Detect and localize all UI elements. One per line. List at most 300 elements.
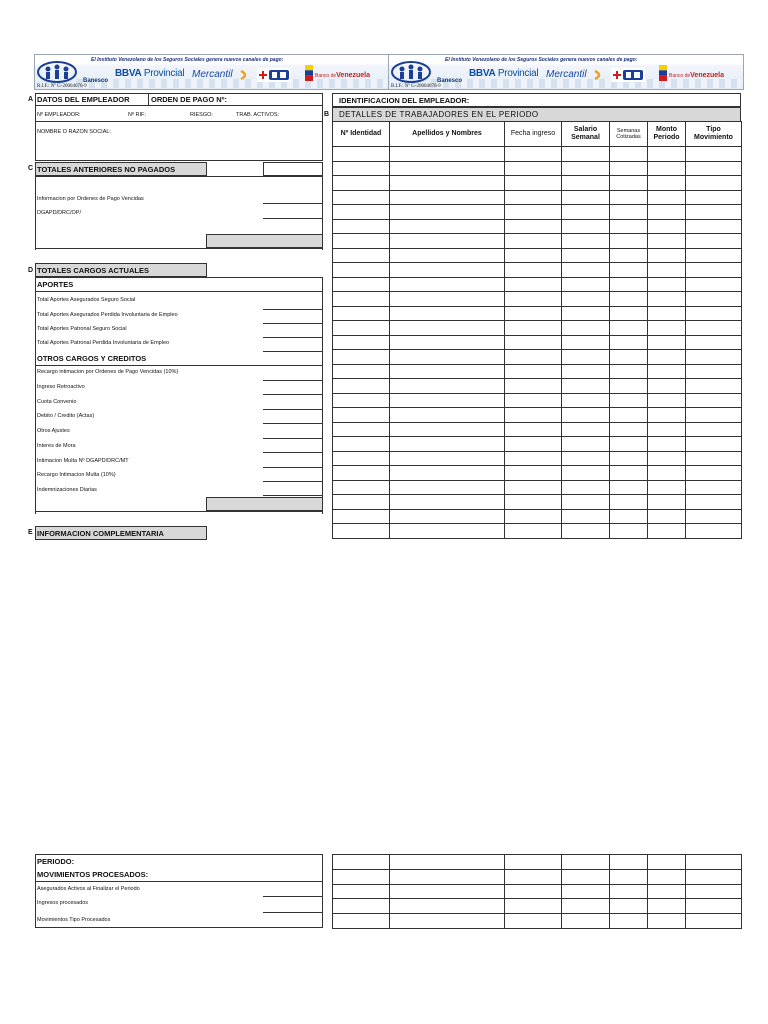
table-row bbox=[333, 884, 742, 899]
table-cell[interactable] bbox=[610, 263, 648, 278]
table-cell[interactable] bbox=[333, 509, 390, 524]
table-cell[interactable] bbox=[562, 350, 610, 365]
table-cell[interactable] bbox=[390, 855, 505, 870]
table-cell[interactable] bbox=[562, 480, 610, 495]
table-row bbox=[333, 855, 742, 870]
table-cell[interactable] bbox=[686, 176, 742, 191]
table-cell[interactable] bbox=[505, 869, 562, 884]
section-c-left-border bbox=[35, 176, 36, 250]
table-cell[interactable] bbox=[333, 234, 390, 249]
table-cell[interactable] bbox=[562, 205, 610, 220]
mercantil-swoosh-icon bbox=[593, 69, 605, 81]
table-cell[interactable] bbox=[505, 147, 562, 162]
table-cell[interactable] bbox=[562, 466, 610, 481]
table-cell[interactable] bbox=[686, 899, 742, 914]
table-cell[interactable] bbox=[562, 219, 610, 234]
table-cell[interactable] bbox=[562, 437, 610, 452]
table-cell[interactable] bbox=[610, 161, 648, 176]
table-cell[interactable] bbox=[686, 306, 742, 321]
table-cell[interactable] bbox=[505, 306, 562, 321]
table-cell[interactable] bbox=[686, 437, 742, 452]
other-charges-value-line bbox=[263, 380, 322, 381]
table-cell[interactable] bbox=[648, 914, 686, 929]
table-cell[interactable] bbox=[562, 408, 610, 423]
table-cell[interactable] bbox=[610, 350, 648, 365]
table-cell[interactable] bbox=[562, 393, 610, 408]
table-cell[interactable] bbox=[610, 899, 648, 914]
table-cell[interactable] bbox=[648, 292, 686, 307]
table-cell[interactable] bbox=[610, 379, 648, 394]
col-monto: Monto Periodo bbox=[648, 122, 686, 147]
table-cell[interactable] bbox=[562, 869, 610, 884]
other-charges-item: Recargo Intimacion Multa (10%) bbox=[37, 472, 116, 478]
venezuela-flag-icon bbox=[305, 65, 313, 81]
table-cell[interactable] bbox=[505, 263, 562, 278]
table-cell[interactable] bbox=[610, 147, 648, 162]
table-cell[interactable] bbox=[333, 524, 390, 539]
table-cell[interactable] bbox=[333, 219, 390, 234]
table-cell[interactable] bbox=[648, 451, 686, 466]
table-cell[interactable] bbox=[390, 248, 505, 263]
table-cell[interactable] bbox=[505, 495, 562, 510]
other-charges-value-line bbox=[263, 394, 322, 395]
table-cell[interactable] bbox=[505, 277, 562, 292]
table-cell[interactable] bbox=[562, 248, 610, 263]
expired-orders-info-label: Informacion por Ordenes de Pago Vencidas bbox=[37, 196, 144, 202]
aportes-value-line bbox=[263, 337, 322, 338]
other-charges-item: Otros Ajustes bbox=[37, 428, 70, 434]
table-cell[interactable] bbox=[610, 205, 648, 220]
table-cell[interactable] bbox=[562, 899, 610, 914]
table-cell[interactable] bbox=[648, 350, 686, 365]
banner-stripe bbox=[431, 79, 741, 88]
table-cell[interactable] bbox=[686, 234, 742, 249]
table-cell[interactable] bbox=[686, 379, 742, 394]
table-cell[interactable] bbox=[610, 219, 648, 234]
table-cell[interactable] bbox=[686, 495, 742, 510]
table-cell[interactable] bbox=[390, 306, 505, 321]
table-cell[interactable] bbox=[686, 292, 742, 307]
table-cell[interactable] bbox=[686, 408, 742, 423]
table-cell[interactable] bbox=[648, 190, 686, 205]
table-cell[interactable] bbox=[610, 248, 648, 263]
table-cell[interactable] bbox=[333, 350, 390, 365]
table-cell[interactable] bbox=[686, 451, 742, 466]
processed-movements-heading: MOVIMIENTOS PROCESADOS: bbox=[37, 870, 149, 879]
table-cell[interactable] bbox=[390, 408, 505, 423]
table-cell[interactable] bbox=[333, 914, 390, 929]
table-cell[interactable] bbox=[610, 321, 648, 336]
table-cell[interactable] bbox=[562, 263, 610, 278]
table-cell[interactable] bbox=[390, 466, 505, 481]
table-cell[interactable] bbox=[562, 884, 610, 899]
table-cell[interactable] bbox=[562, 509, 610, 524]
table-cell[interactable] bbox=[610, 422, 648, 437]
footer-workers-table bbox=[332, 854, 742, 929]
table-cell[interactable] bbox=[610, 190, 648, 205]
table-cell[interactable] bbox=[562, 524, 610, 539]
table-cell[interactable] bbox=[333, 190, 390, 205]
table-cell[interactable] bbox=[505, 408, 562, 423]
employer-identification-label: IDENTIFICACION DEL EMPLEADOR: bbox=[339, 96, 470, 105]
table-cell[interactable] bbox=[562, 495, 610, 510]
table-cell[interactable] bbox=[390, 914, 505, 929]
expired-orders-value-line bbox=[263, 203, 322, 204]
table-cell[interactable] bbox=[390, 350, 505, 365]
table-cell[interactable] bbox=[390, 509, 505, 524]
table-cell[interactable] bbox=[390, 277, 505, 292]
table-cell[interactable] bbox=[505, 855, 562, 870]
table-cell[interactable] bbox=[505, 161, 562, 176]
table-row bbox=[333, 306, 742, 321]
table-cell[interactable] bbox=[686, 219, 742, 234]
other-charges-value-line bbox=[263, 467, 322, 468]
table-cell[interactable] bbox=[686, 190, 742, 205]
table-cell[interactable] bbox=[505, 205, 562, 220]
table-cell[interactable] bbox=[686, 422, 742, 437]
risk-label: RIESGO: bbox=[190, 112, 213, 118]
table-cell[interactable] bbox=[648, 466, 686, 481]
table-cell[interactable] bbox=[390, 147, 505, 162]
table-cell[interactable] bbox=[333, 379, 390, 394]
other-charges-value-line bbox=[263, 495, 322, 496]
table-cell[interactable] bbox=[390, 379, 505, 394]
table-cell[interactable] bbox=[686, 509, 742, 524]
previous-totals-value-cell bbox=[263, 162, 323, 176]
table-cell[interactable] bbox=[390, 292, 505, 307]
table-cell[interactable] bbox=[648, 234, 686, 249]
table-row bbox=[333, 190, 742, 205]
table-cell[interactable] bbox=[648, 437, 686, 452]
rif-label: Nº RIF: bbox=[128, 112, 146, 118]
table-cell[interactable] bbox=[505, 335, 562, 350]
table-cell[interactable] bbox=[333, 393, 390, 408]
table-cell[interactable] bbox=[505, 914, 562, 929]
table-cell[interactable] bbox=[390, 205, 505, 220]
table-cell[interactable] bbox=[610, 306, 648, 321]
employer-row-line bbox=[35, 121, 323, 122]
table-cell[interactable] bbox=[390, 884, 505, 899]
table-cell[interactable] bbox=[648, 869, 686, 884]
table-cell[interactable] bbox=[333, 899, 390, 914]
table-cell[interactable] bbox=[686, 855, 742, 870]
table-cell[interactable] bbox=[562, 451, 610, 466]
table-cell[interactable] bbox=[686, 524, 742, 539]
table-cell[interactable] bbox=[686, 364, 742, 379]
table-cell[interactable] bbox=[505, 899, 562, 914]
table-cell[interactable] bbox=[648, 147, 686, 162]
table-cell[interactable] bbox=[505, 466, 562, 481]
table-cell[interactable] bbox=[648, 422, 686, 437]
processed-value-line bbox=[263, 896, 322, 897]
bicentenario-logo-icon bbox=[611, 68, 645, 82]
table-cell[interactable] bbox=[648, 408, 686, 423]
table-cell[interactable] bbox=[686, 161, 742, 176]
table-cell[interactable] bbox=[648, 248, 686, 263]
table-cell[interactable] bbox=[505, 292, 562, 307]
table-row bbox=[333, 321, 742, 336]
table-cell[interactable] bbox=[610, 495, 648, 510]
orden-divider bbox=[148, 93, 149, 105]
table-cell[interactable] bbox=[610, 855, 648, 870]
table-cell[interactable] bbox=[610, 884, 648, 899]
col-identidad: Nº Identidad bbox=[333, 122, 390, 147]
table-cell[interactable] bbox=[333, 263, 390, 278]
table-cell[interactable] bbox=[648, 176, 686, 191]
section-c-bottom-line bbox=[35, 248, 323, 249]
table-cell[interactable] bbox=[390, 393, 505, 408]
table-cell[interactable] bbox=[390, 437, 505, 452]
table-cell[interactable] bbox=[505, 393, 562, 408]
table-cell[interactable] bbox=[333, 176, 390, 191]
table-cell[interactable] bbox=[333, 408, 390, 423]
table-cell[interactable] bbox=[333, 855, 390, 870]
table-cell[interactable] bbox=[686, 884, 742, 899]
other-charges-item: Intimacion Multa Nº DGAPD/DRC/MT bbox=[37, 458, 129, 464]
table-cell[interactable] bbox=[648, 899, 686, 914]
table-cell[interactable] bbox=[648, 509, 686, 524]
table-cell[interactable] bbox=[390, 263, 505, 278]
table-cell[interactable] bbox=[505, 379, 562, 394]
table-row bbox=[333, 350, 742, 365]
table-cell[interactable] bbox=[390, 451, 505, 466]
table-cell[interactable] bbox=[562, 379, 610, 394]
aportes-value-line bbox=[263, 323, 322, 324]
period-label: PERIODO: bbox=[37, 857, 75, 866]
table-cell[interactable] bbox=[505, 248, 562, 263]
table-cell[interactable] bbox=[648, 321, 686, 336]
table-cell[interactable] bbox=[648, 524, 686, 539]
table-cell[interactable] bbox=[390, 190, 505, 205]
table-cell[interactable] bbox=[562, 190, 610, 205]
table-row bbox=[333, 466, 742, 481]
table-cell[interactable] bbox=[648, 480, 686, 495]
table-cell[interactable] bbox=[686, 869, 742, 884]
table-cell[interactable] bbox=[686, 321, 742, 336]
processed-value-line bbox=[263, 912, 322, 913]
table-cell[interactable] bbox=[562, 914, 610, 929]
payment-channels-banner-right bbox=[388, 54, 744, 90]
table-cell[interactable] bbox=[562, 147, 610, 162]
table-cell[interactable] bbox=[562, 306, 610, 321]
col-salario: Salario Semanal bbox=[562, 122, 610, 147]
previous-totals-heading: TOTALES ANTERIORES NO PAGADOS bbox=[37, 165, 176, 174]
other-charges-value-line bbox=[263, 409, 322, 410]
table-cell[interactable] bbox=[686, 147, 742, 162]
current-charges-heading: TOTALES CARGOS ACTUALES bbox=[37, 266, 149, 275]
table-row bbox=[333, 869, 742, 884]
section-letter-b: B bbox=[324, 111, 330, 118]
table-cell[interactable] bbox=[333, 321, 390, 336]
table-cell[interactable] bbox=[333, 466, 390, 481]
table-cell[interactable] bbox=[648, 855, 686, 870]
table-cell[interactable] bbox=[562, 422, 610, 437]
table-cell[interactable] bbox=[390, 176, 505, 191]
table-cell[interactable] bbox=[610, 480, 648, 495]
table-cell[interactable] bbox=[505, 219, 562, 234]
table-cell[interactable] bbox=[686, 393, 742, 408]
table-cell[interactable] bbox=[648, 884, 686, 899]
table-cell[interactable] bbox=[390, 422, 505, 437]
table-cell[interactable] bbox=[648, 379, 686, 394]
other-charges-line bbox=[35, 365, 323, 366]
table-cell[interactable] bbox=[333, 292, 390, 307]
table-cell[interactable] bbox=[686, 335, 742, 350]
table-cell[interactable] bbox=[562, 234, 610, 249]
table-cell[interactable] bbox=[390, 364, 505, 379]
table-cell[interactable] bbox=[610, 292, 648, 307]
aportes-item: Total Aportes Asegurados Seguro Social bbox=[37, 297, 136, 303]
table-cell[interactable] bbox=[333, 248, 390, 263]
table-cell[interactable] bbox=[333, 480, 390, 495]
table-cell[interactable] bbox=[390, 480, 505, 495]
aportes-value-line bbox=[263, 309, 322, 310]
table-cell[interactable] bbox=[562, 335, 610, 350]
table-cell[interactable] bbox=[333, 335, 390, 350]
table-cell[interactable] bbox=[333, 364, 390, 379]
table-cell[interactable] bbox=[648, 495, 686, 510]
table-cell[interactable] bbox=[333, 495, 390, 510]
table-cell[interactable] bbox=[333, 422, 390, 437]
table-cell[interactable] bbox=[505, 422, 562, 437]
other-charges-item: Ingreso Retroactivo bbox=[37, 384, 85, 390]
table-cell[interactable] bbox=[610, 364, 648, 379]
banner-rif: R.I.F.: Nº G-20004076-9 bbox=[391, 84, 441, 89]
section-letter-e: E bbox=[28, 529, 33, 536]
table-cell[interactable] bbox=[333, 884, 390, 899]
footer-workers-table-body bbox=[333, 855, 742, 929]
table-cell[interactable] bbox=[610, 277, 648, 292]
table-cell[interactable] bbox=[505, 437, 562, 452]
table-row bbox=[333, 451, 742, 466]
table-cell[interactable] bbox=[505, 321, 562, 336]
table-cell[interactable] bbox=[610, 393, 648, 408]
table-cell[interactable] bbox=[333, 306, 390, 321]
table-cell[interactable] bbox=[686, 263, 742, 278]
table-cell[interactable] bbox=[610, 408, 648, 423]
table-cell[interactable] bbox=[686, 248, 742, 263]
other-charges-value-line bbox=[263, 438, 322, 439]
table-cell[interactable] bbox=[562, 321, 610, 336]
table-cell[interactable] bbox=[390, 234, 505, 249]
table-cell[interactable] bbox=[505, 176, 562, 191]
table-cell[interactable] bbox=[648, 306, 686, 321]
table-cell[interactable] bbox=[610, 234, 648, 249]
table-cell[interactable] bbox=[333, 205, 390, 220]
payment-order-label: ORDEN DE PAGO Nº: bbox=[151, 95, 227, 104]
banner-slogan: El Instituto Venezolano de los Seguros Sociales genera nuevos canales de pago: bbox=[445, 57, 638, 63]
other-charges-item: Cuota Convenio bbox=[37, 399, 77, 405]
col-semanas: Semanas Cotizadas bbox=[610, 122, 648, 147]
table-cell[interactable] bbox=[505, 190, 562, 205]
table-cell[interactable] bbox=[333, 277, 390, 292]
table-cell[interactable] bbox=[686, 914, 742, 929]
section-d-bottom-line bbox=[35, 511, 323, 512]
table-cell[interactable] bbox=[610, 335, 648, 350]
table-cell[interactable] bbox=[610, 437, 648, 452]
table-cell[interactable] bbox=[390, 524, 505, 539]
table-cell[interactable] bbox=[648, 277, 686, 292]
table-cell[interactable] bbox=[610, 869, 648, 884]
banco-de-venezuela-logo: Banco deVenezuela bbox=[669, 72, 724, 79]
table-row bbox=[333, 524, 742, 539]
table-cell[interactable] bbox=[390, 321, 505, 336]
table-cell[interactable] bbox=[686, 350, 742, 365]
aportes-item: Total Aportes Patronal Seguro Social bbox=[37, 326, 127, 332]
table-cell[interactable] bbox=[648, 364, 686, 379]
table-cell[interactable] bbox=[610, 524, 648, 539]
employer-number-label: Nº EMPLEADOR: bbox=[37, 112, 81, 118]
table-cell[interactable] bbox=[562, 855, 610, 870]
table-cell[interactable] bbox=[390, 335, 505, 350]
table-row bbox=[333, 176, 742, 191]
table-cell[interactable] bbox=[505, 509, 562, 524]
table-cell[interactable] bbox=[686, 480, 742, 495]
table-cell[interactable] bbox=[610, 176, 648, 191]
table-cell[interactable] bbox=[390, 161, 505, 176]
table-row bbox=[333, 364, 742, 379]
workers-table-header-row bbox=[333, 122, 742, 147]
table-cell[interactable] bbox=[505, 364, 562, 379]
table-cell[interactable] bbox=[610, 451, 648, 466]
table-cell[interactable] bbox=[562, 292, 610, 307]
table-cell[interactable] bbox=[686, 205, 742, 220]
table-cell[interactable] bbox=[505, 234, 562, 249]
table-cell[interactable] bbox=[333, 147, 390, 162]
section-letter-d: D bbox=[28, 267, 34, 274]
table-cell[interactable] bbox=[390, 869, 505, 884]
table-row bbox=[333, 509, 742, 524]
table-cell[interactable] bbox=[610, 914, 648, 929]
venezuela-flag-icon bbox=[659, 65, 667, 81]
table-row bbox=[333, 408, 742, 423]
table-cell[interactable] bbox=[505, 884, 562, 899]
table-cell[interactable] bbox=[562, 364, 610, 379]
table-cell[interactable] bbox=[562, 176, 610, 191]
table-cell[interactable] bbox=[333, 451, 390, 466]
table-cell[interactable] bbox=[390, 219, 505, 234]
table-cell[interactable] bbox=[562, 277, 610, 292]
other-charges-heading: OTROS CARGOS Y CREDITOS bbox=[37, 354, 147, 363]
mercantil-logo: Mercantil bbox=[192, 69, 233, 80]
table-cell[interactable] bbox=[333, 869, 390, 884]
table-cell[interactable] bbox=[648, 335, 686, 350]
table-cell[interactable] bbox=[686, 466, 742, 481]
table-cell[interactable] bbox=[648, 161, 686, 176]
table-cell[interactable] bbox=[648, 393, 686, 408]
other-charges-item: Debito / Credito (Actas) bbox=[37, 413, 95, 419]
table-cell[interactable] bbox=[610, 509, 648, 524]
table-cell[interactable] bbox=[648, 219, 686, 234]
table-cell[interactable] bbox=[390, 899, 505, 914]
table-cell[interactable] bbox=[505, 451, 562, 466]
table-cell[interactable] bbox=[505, 350, 562, 365]
table-cell[interactable] bbox=[390, 495, 505, 510]
table-cell[interactable] bbox=[648, 205, 686, 220]
table-cell[interactable] bbox=[648, 263, 686, 278]
table-row bbox=[333, 335, 742, 350]
table-cell[interactable] bbox=[562, 161, 610, 176]
table-cell[interactable] bbox=[505, 480, 562, 495]
table-cell[interactable] bbox=[333, 437, 390, 452]
table-row bbox=[333, 422, 742, 437]
table-cell[interactable] bbox=[505, 524, 562, 539]
table-cell[interactable] bbox=[333, 161, 390, 176]
table-row bbox=[333, 147, 742, 162]
table-cell[interactable] bbox=[610, 466, 648, 481]
table-cell[interactable] bbox=[686, 277, 742, 292]
employer-data-heading: DATOS DEL EMPLEADOR bbox=[37, 95, 130, 104]
